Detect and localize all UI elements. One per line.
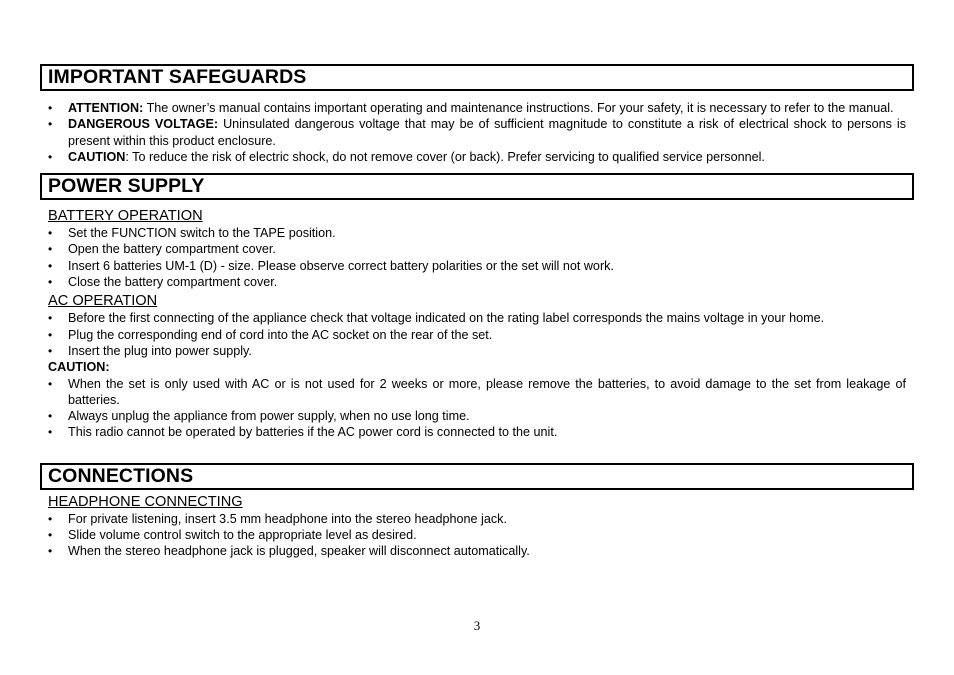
page-number: 3 [473,618,481,633]
bullet-icon: • [48,117,53,132]
item-text: Insert 6 batteries UM-1 (D) - size. Please observe correct battery polarities or the set will not work. [68,258,614,273]
list-item [40,310,914,326]
item-text: For private listening, insert 3.5 mm headphone into the stereo headphone jack. [68,511,507,526]
list-item [40,149,914,165]
bullet-icon: • [48,275,53,290]
item-text: Always unplug the appliance from power supply, when no use long time. [68,409,470,424]
list-item [40,408,914,424]
bullet-icon: • [48,327,53,342]
subheading-headphone-connecting: HEADPHONE CONNECTING [48,493,243,510]
item-label: CAUTION [68,149,126,164]
bullet-icon: • [48,311,53,326]
bullet-icon: • [48,149,53,164]
list-item [40,527,914,543]
bullet-icon: • [48,101,53,115]
item-text: Slide volume control switch to the appropriate level as desired. [68,528,417,543]
item-text: Set the FUNCTION switch to the TAPE position. [68,226,336,241]
bullet-icon: • [48,544,53,559]
item-label: DANGEROUS VOLTAGE: [68,117,219,132]
item-text: When the set is only used with AC or is not used for 2 weeks or more, please remove the batteries, to avoid damage to the set from leakage of batteries. [68,376,906,407]
bullet-icon: • [48,343,53,358]
bullet-icon: • [48,425,53,440]
item-text: : To reduce the risk of electric shock, do not remove cover (or back). Prefer servicing to qualified service personnel. [125,149,765,164]
bullet-icon: • [48,409,53,424]
section-title-power [40,173,914,200]
item-text: When the stereo headphone jack is plugged, speaker will disconnect automatically. [68,544,530,559]
list-item [40,241,914,257]
item-text: Plug the corresponding end of cord into the AC socket on the rear of the set. [68,327,493,342]
item-text: This radio cannot be operated by batteries if the AC power cord is connected to the unit. [68,425,558,440]
list-item [40,258,914,274]
safeguards-list [40,100,914,165]
bullet-icon: • [48,242,53,257]
bullet-icon: • [48,528,53,543]
section-title-connections-text: CONNECTIONS [48,464,194,487]
item-text: Uninsulated dangerous voltage that may be of sufficient magnitude to constitute a risk of electrical shock to persons is present within this product enclosure. [68,117,906,148]
ac-list [40,310,914,359]
list-item [40,274,914,290]
item-text: Open the battery compartment cover. [68,242,276,257]
bullet-icon: • [48,376,53,391]
section-title-connections [40,463,914,490]
caution-label: CAUTION: [48,360,110,375]
item-text: Before the first connecting of the appliance check that voltage indicated on the rating label corresponds the mains voltage in your home. [68,311,825,326]
battery-list [40,225,914,290]
list-item [40,543,914,559]
manual-page [40,64,914,560]
section-title-power-text: POWER SUPPLY [48,175,205,198]
list-item [40,424,914,440]
subheading-ac-operation: AC OPERATION [48,293,158,310]
list-item [40,327,914,343]
list-item [40,376,914,409]
item-text: Close the battery compartment cover. [68,275,278,290]
list-item [40,511,914,527]
item-text: Insert the plug into power supply. [68,343,252,358]
list-item [40,100,914,116]
item-label: ATTENTION: [68,101,144,115]
subheading-battery-operation: BATTERY OPERATION [48,208,203,225]
bullet-icon: • [48,511,53,526]
section-title-safeguards [40,64,914,91]
section-title-safeguards-text: IMPORTANT SAFEGUARDS [48,66,307,88]
item-text: The owner’s manual contains important operating and maintenance instructions. For your safety, it is necessary to refer to the manual. [143,101,894,115]
list-item [40,116,914,149]
caution-list [40,376,914,441]
list-item [40,225,914,241]
headphone-list [40,511,914,560]
list-item [40,343,914,359]
bullet-icon: • [48,258,53,273]
bullet-icon: • [48,226,53,241]
